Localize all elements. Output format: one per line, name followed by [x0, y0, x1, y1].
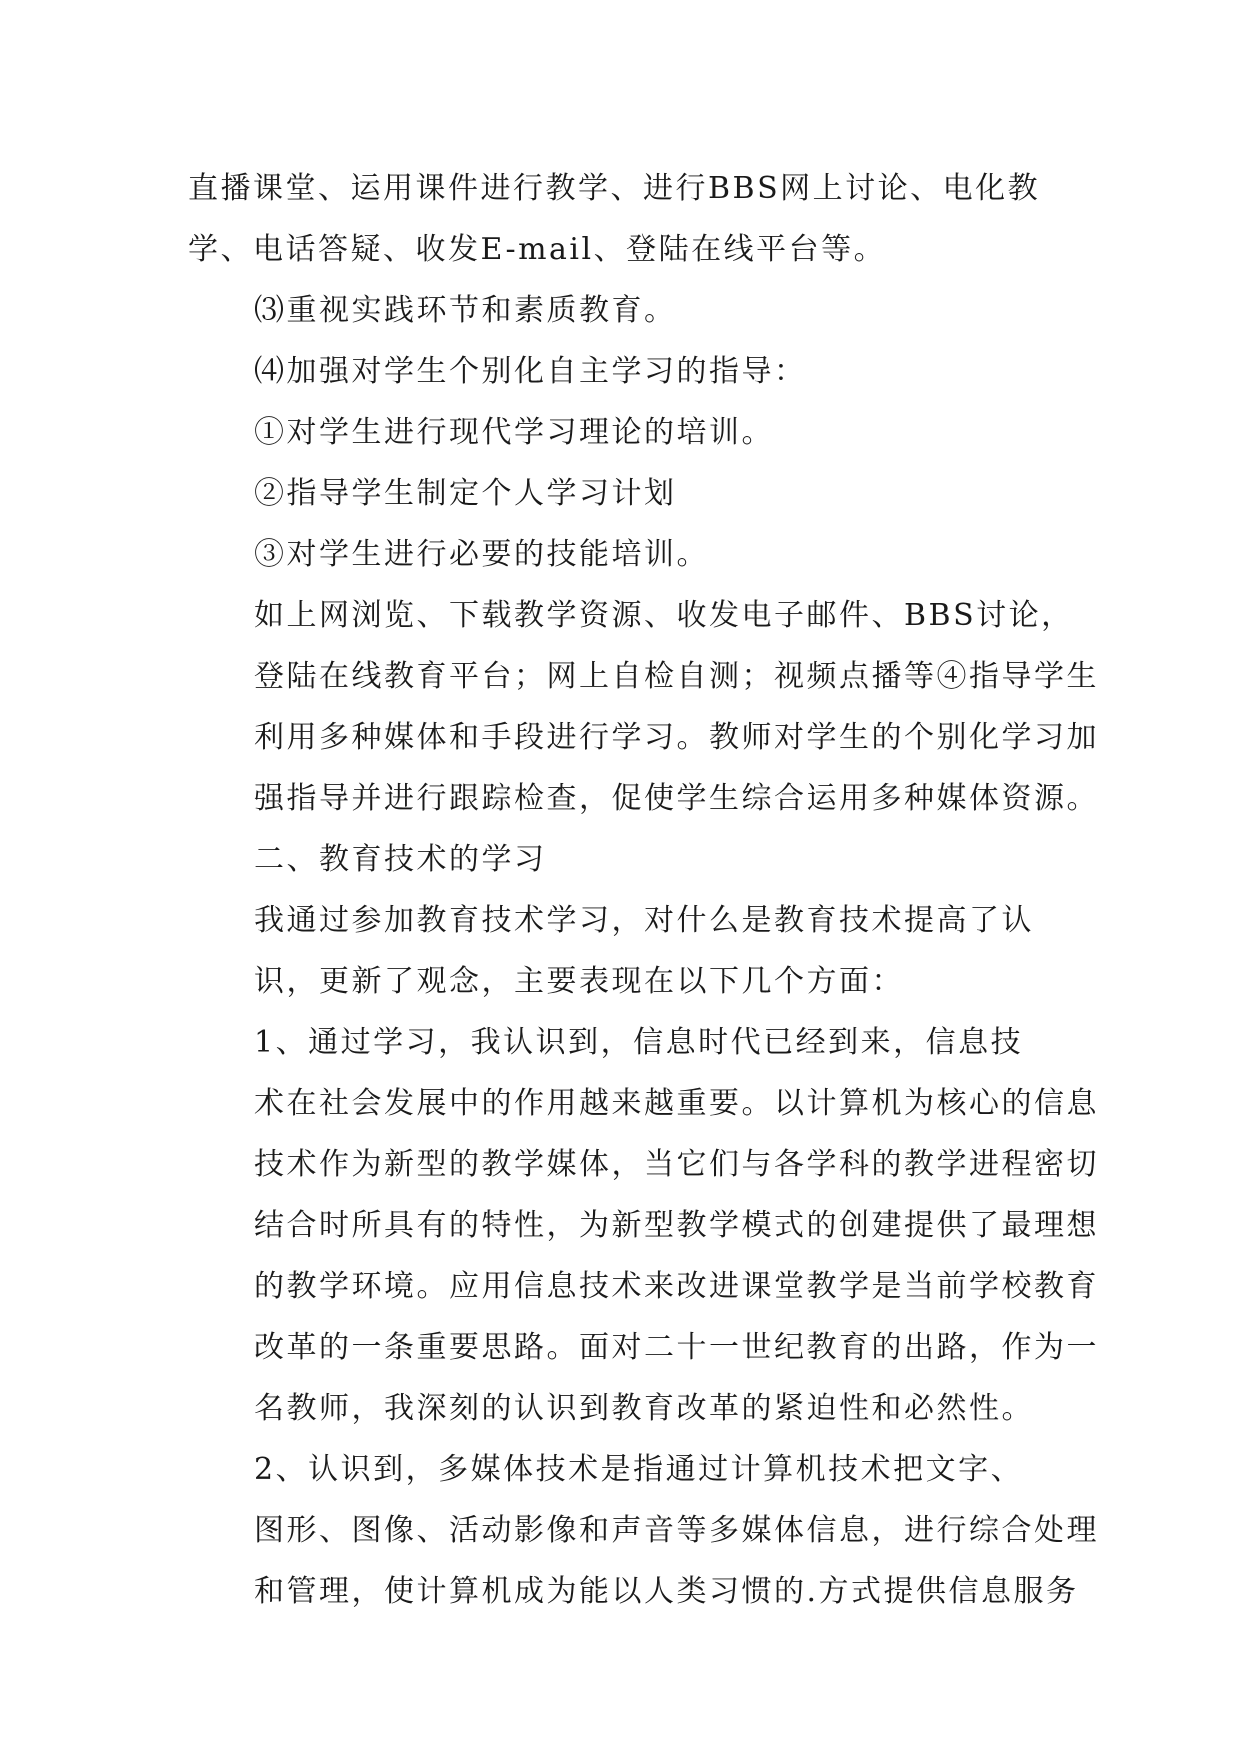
text-line: 和管理，使计算机成为能以人类习惯的.方式提供信息服务: [254, 1574, 1079, 1609]
paragraph: [188, 890, 1068, 1012]
text-line: 2、认识到，多媒体技术是指通过计算机技术把文字、: [254, 1452, 1024, 1487]
text-line: 改革的一条重要思路。面对二十一世纪教育的出路，作为一: [254, 1330, 1099, 1365]
text-line: 如上网浏览、下载教学资源、收发电子邮件、BBS讨论，: [254, 598, 1074, 633]
text-line: 1、通过学习，我认识到，信息时代已经到来，信息技: [254, 1025, 1024, 1060]
text-line: 我通过参加教育技术学习，对什么是教育技术提高了认: [254, 903, 1034, 938]
text-line: 学、电话答疑、收发E-mail、登陆在线平台等。: [188, 232, 887, 267]
text-line: 术在社会发展中的作用越来越重要。以计算机为核心的信息: [254, 1086, 1099, 1121]
text-line: 二、教育技术的学习: [254, 842, 547, 877]
text-line: 图形、图像、活动影像和声音等多媒体信息，进行综合处理: [254, 1513, 1099, 1548]
text-line: 名教师，我深刻的认识到教育改革的紧迫性和必然性。: [254, 1391, 1034, 1426]
paragraph: [188, 585, 1099, 829]
text-line: ②指导学生制定个人学习计划: [254, 476, 677, 511]
text-line: ⑶重视实践环节和素质教育。: [254, 293, 677, 328]
text-line: 登陆在线教育平台；网上自检自测；视频点播等④指导学生: [254, 659, 1099, 694]
text-line: 技术作为新型的教学媒体，当它们与各学科的教学进程密切: [254, 1147, 1099, 1182]
paragraph: [188, 829, 1068, 890]
text-line: ③对学生进行必要的技能培训。: [254, 537, 709, 572]
paragraph: [188, 1439, 1099, 1622]
text-line: 结合时所具有的特性，为新型教学模式的创建提供了最理想: [254, 1208, 1099, 1243]
paragraph: [188, 1012, 1099, 1439]
text-line: ⑷加强对学生个别化自主学习的指导：: [254, 354, 807, 389]
paragraph: [188, 463, 1068, 524]
text-line: 直播课堂、运用课件进行教学、进行BBS网上讨论、电化教: [188, 171, 1041, 206]
text-line: 利用多种媒体和手段进行学习。教师对学生的个别化学习加: [254, 720, 1099, 755]
paragraph: [188, 341, 1068, 402]
document-body: [188, 158, 1099, 1622]
text-line: ①对学生进行现代学习理论的培训。: [254, 415, 774, 450]
paragraph: [188, 158, 1068, 280]
paragraph: [188, 280, 1068, 341]
paragraph: [188, 524, 1068, 585]
paragraph: [188, 402, 1068, 463]
text-line: 的教学环境。应用信息技术来改进课堂教学是当前学校教育: [254, 1269, 1099, 1304]
text-line: 识，更新了观念，主要表现在以下几个方面：: [254, 964, 904, 999]
text-line: 强指导并进行跟踪检查，促使学生综合运用多种媒体资源。: [254, 781, 1099, 816]
